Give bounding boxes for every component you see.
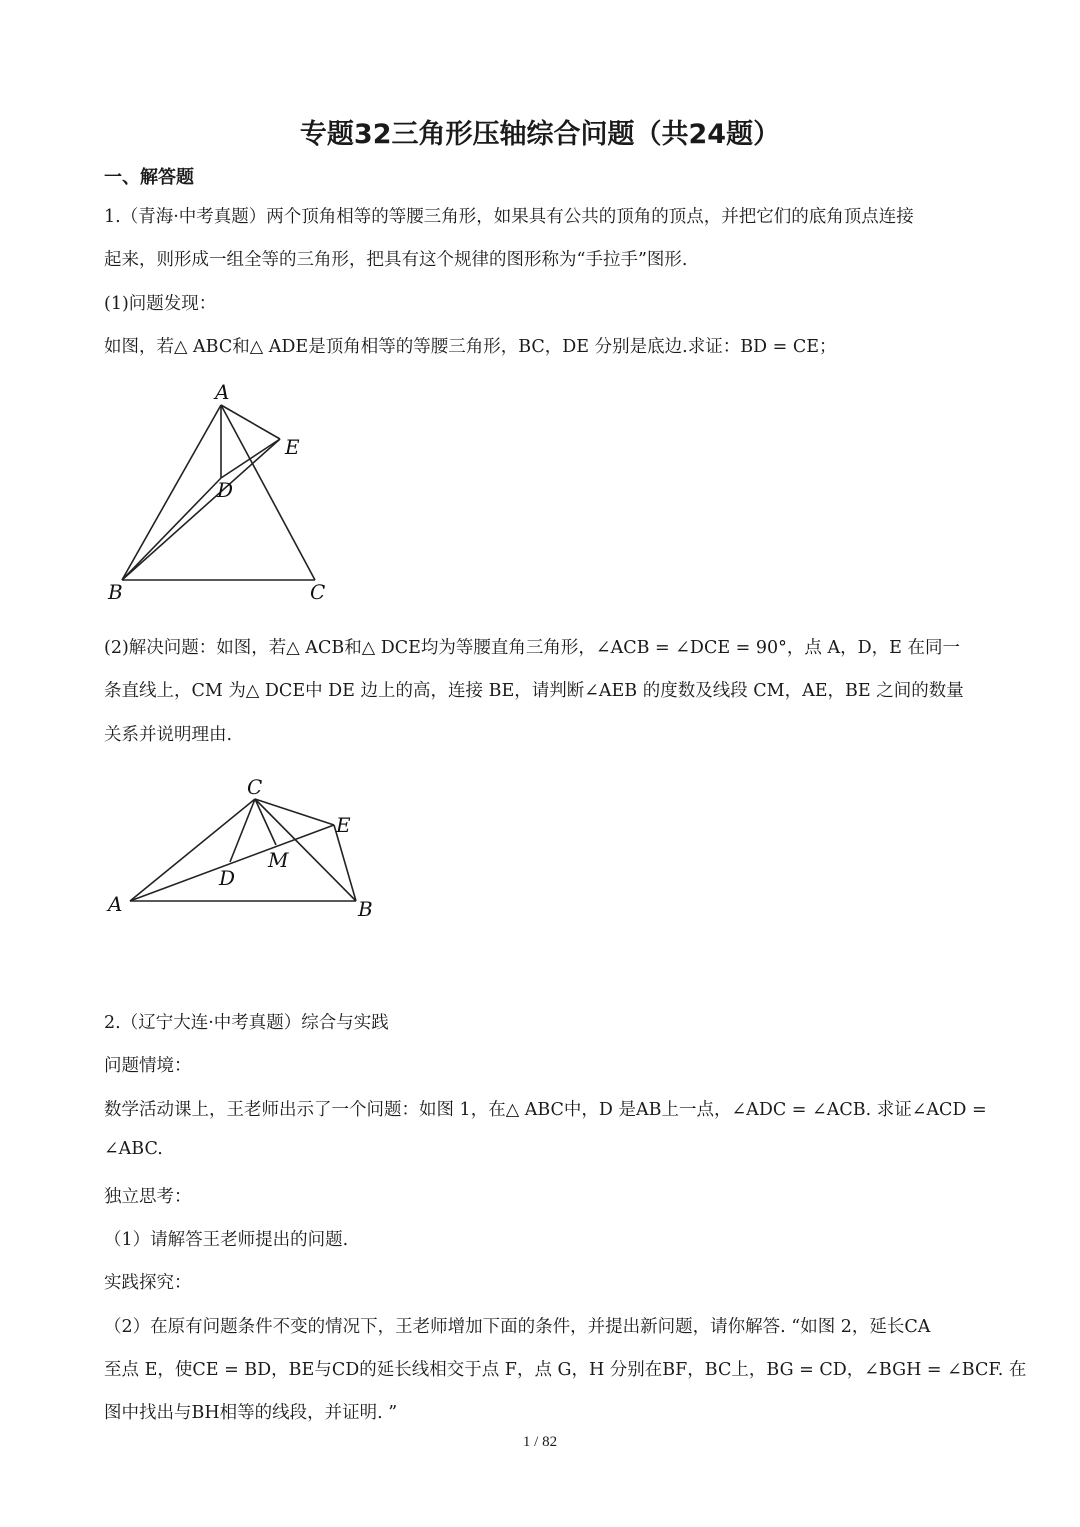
fig1-segment-de: [221, 439, 280, 478]
fig1-label-a: A: [215, 380, 230, 404]
q1-intro-line-1: 1.（青海·中考真题）两个顶角相等的等腰三角形，如果具有公共的顶角的顶点，并把它们的底角顶点连接: [104, 207, 914, 227]
q2-context-line-1: 数学活动课上，王老师出示了一个问题：如图 1，在△ ABC中，D 是AB上一点，∠ADC = ∠ACB. 求证∠ACD =: [104, 1100, 987, 1120]
q2-part2-line-1: （2）在原有问题条件不变的情况下，王老师增加下面的条件，并提出新问题，请你解答. “如图 2，延长CA: [104, 1317, 931, 1337]
fig1-label-c: C: [310, 580, 326, 604]
fig2-label-e: E: [336, 813, 351, 837]
fig2-label-a: A: [108, 892, 123, 916]
q1-part1-heading: (1)问题发现：: [104, 294, 217, 314]
q2-context-heading: 问题情境：: [104, 1056, 192, 1076]
q1-part2-line-1: (2)解决问题：如图，若△ ACB和△ DCE均为等腰直角三角形，∠ACB = ∠DCE = 90°，点 A，D，E 在同一: [104, 638, 960, 658]
fig2-segment-cm: [255, 799, 276, 845]
q2-part2-line-2: 至点 E，使CE = BD，BE与CD的延长线相交于点 F，点 G，H 分别在BF，BC上，BG = CD，∠BGH = ∠BCF. 在: [104, 1360, 1027, 1380]
fig2-label-b: B: [358, 897, 373, 921]
fig1-segment-be: [122, 439, 280, 580]
fig2-label-c: C: [247, 775, 263, 799]
q2-heading: 2.（辽宁大连·中考真题）综合与实践: [104, 1013, 389, 1033]
section-heading: 一、解答题: [104, 167, 194, 188]
fig2-label-m: M: [268, 848, 289, 872]
q2-part1: （1）请解答王老师提出的问题.: [104, 1230, 349, 1250]
figure-1: [100, 375, 360, 610]
fig2-segment-ac: [130, 799, 255, 901]
q1-part2-line-3: 关系并说明理由.: [104, 725, 233, 745]
q2-context-line-2: ∠ABC.: [104, 1139, 163, 1159]
q2-part2-line-3: 图中找出与BH相等的线段，并证明. ”: [104, 1403, 398, 1423]
fig1-label-d: D: [217, 478, 234, 502]
page-title: 专题32三角形压轴综合问题（共24题）: [299, 119, 781, 150]
page-number: 1 / 82: [522, 1434, 558, 1450]
q1-part2-line-2: 条直线上，CM 为△ DCE中 DE 边上的高，连接 BE，请判断∠AEB 的度数及线段 CM，AE，BE 之间的数量: [104, 681, 964, 701]
fig1-label-e: E: [285, 435, 300, 459]
fig2-label-d: D: [219, 866, 236, 890]
q1-intro-line-2: 起来，则形成一组全等的三角形，把具有这个规律的图形称为“手拉手”图形.: [104, 250, 688, 270]
q2-think-heading: 独立思考：: [104, 1187, 192, 1207]
q1-part1-text: 如图，若△ ABC和△ ADE是顶角相等的等腰三角形，BC，DE 分别是底边.求证：BD = CE；: [104, 337, 837, 357]
q2-explore-heading: 实践探究：: [104, 1273, 192, 1293]
fig1-label-b: B: [108, 580, 123, 604]
figure-2: [100, 770, 390, 930]
